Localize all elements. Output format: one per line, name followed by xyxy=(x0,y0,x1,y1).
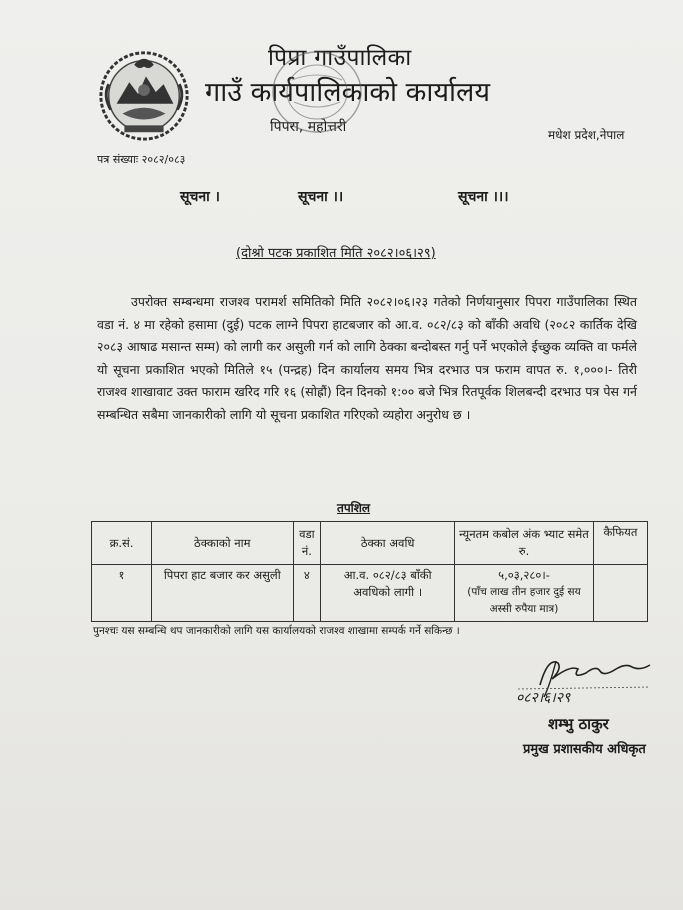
province-label: मधेश प्रदेश,नेपाल xyxy=(548,128,625,142)
header-contract-period: ठेक्का अवधि xyxy=(321,522,455,565)
office-name: गाउँ कार्यपालिकाको कार्यालय xyxy=(205,77,490,108)
signatory-title: प्रमुख प्रशासकीय अधिकृत xyxy=(523,742,646,757)
publication-date-subheading: (दोश्रो पटक प्रकाशित मिति २०८२।०६।२९) xyxy=(236,246,436,261)
bid-amount-in-words: (पाँच लाख तीन हजार दुई सय अस्सी रुपैया मात्र) xyxy=(467,586,581,615)
details-table-title: तपशिल xyxy=(337,501,371,515)
notice-heading-1: सूचना । xyxy=(180,189,220,205)
header-remarks: कैफियत xyxy=(593,522,647,565)
header-serial: क्र.सं. xyxy=(92,522,152,565)
header-ward: वडा नं. xyxy=(293,522,321,565)
reference-number: पत्र संख्याः २०८२/०८३ xyxy=(97,153,186,166)
table-row xyxy=(92,565,648,622)
cell-remarks xyxy=(593,565,647,622)
notice-body-paragraph: उपरोक्त सम्बन्धमा राजश्व परामर्श समितिको मिति २०८२।०६।२३ गतेको निर्णयानुसार पिपरा गाउँपालिका स्थित वडा नं. ४ मा रहेको हसामा (दुई) पटक लाग्ने पिपरा हाटबजार को आ.व. ०८२/८३ को बाँकी अवधि (२०८२ कार्तिक देखि २०८३ आषाढ मसान्त सम्म) को लागी कर असुली गर्न को लागि ठेक्का बन्दोबस्त गर्नु पर्ने भएकोले ईच्छुक व्यक्ति वा फर्मले यो सूचना प्रकाशित भएको मितिले १५ (पन्द्रह) दिन कार्यालय समय भित्र दरभाउ पत्र फराम वापत रु. १,०००।- तिरी राजश्व शाखावाट उक्त फाराम खरिद गरि १६ (सोह्रौं) दिन दिनको १:०० बजे भित्र रितपूर्वक शिलबन्दी दरभाउ पत्र पेस गर्न सम्बन्धित सबैमा जानकारीको लागि यो सूचना प्रकाशित गरिएको व्यहोरा अनुरोध छ । xyxy=(97,294,637,422)
cell-contract-name: पिपरा हाट बजार कर असुली xyxy=(152,565,293,622)
notice-heading-3: सूचना ।।। xyxy=(458,189,509,205)
notice-heading-2: सूचना ।। xyxy=(298,189,344,205)
cell-minimum-bid xyxy=(455,565,594,622)
signature-date: ०८२।६।२९ xyxy=(516,690,571,706)
municipality-name: पिप्रा गाउँपालिका xyxy=(268,45,412,71)
cell-ward: ४ xyxy=(293,565,321,622)
table-header-row xyxy=(92,522,648,565)
postscript-note: पुनश्चः यस सम्बन्धि थप जानकारीको लागि यस कार्यालयको राजश्व शाखामा सम्पर्क गर्ने सकिन्छ । xyxy=(93,625,460,637)
office-address: पिपरा, महोत्तरी xyxy=(270,119,347,135)
contract-details-table xyxy=(91,521,648,622)
office-stamp-seal xyxy=(262,40,372,140)
signatory-name: शम्भु ठाकुर xyxy=(548,715,609,733)
cell-serial: १ xyxy=(92,565,152,622)
header-minimum-bid: न्यूनतम कबोल अंक भ्याट समेत रु. xyxy=(455,522,594,565)
header-contract-name: ठेक्काको नाम xyxy=(152,522,293,565)
cell-contract-period: आ.व. ०८२/८३ बाँकी अवधिको लागी । xyxy=(321,565,455,622)
bid-amount: ५,०३,२८०।- xyxy=(498,568,550,582)
nepal-emblem-logo xyxy=(95,45,193,143)
